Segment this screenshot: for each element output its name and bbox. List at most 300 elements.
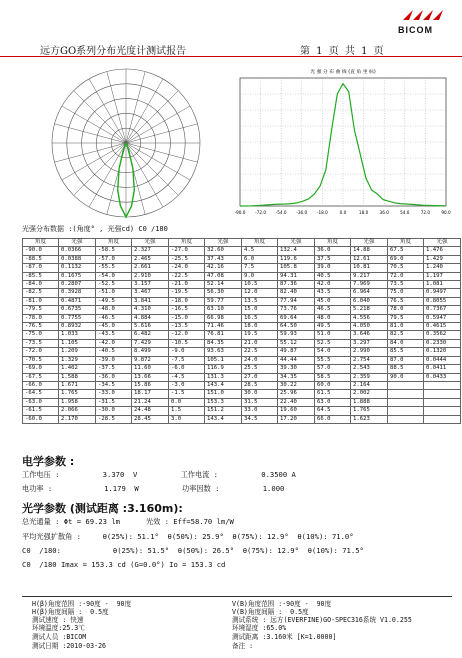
cartesian-x-tick-label: 18.0 [358,210,369,215]
table-cell: 71.46 [205,323,242,331]
table-cell: 49.87 [278,348,315,356]
table-cell: -6.0 [169,365,205,373]
table-cell: 21.0 [242,339,278,347]
table-cell: 44.44 [278,356,315,364]
table-cell: 3.0 [169,415,205,423]
table-cell: 84.35 [205,339,242,347]
table-cell: 2.002 [351,390,388,398]
table-cell: 30.0 [242,390,278,398]
table-header-cell: 角度 [96,239,132,247]
table-cell: -66.0 [23,381,59,389]
table-cell: 31.5 [242,398,278,406]
table-cell: 3.646 [351,331,388,339]
table-cell: 2.543 [351,365,388,373]
table-cell: 10.81 [351,264,388,272]
footer-left-4: 环境温度:25.3℃ [32,624,85,632]
electrical-line-1: 工作电压 : 3.370 V 工作电流 : 0.3500 A [22,470,296,479]
table-header-cell: 光强 [424,239,461,247]
table-cell: -4.5 [169,373,205,381]
table-cell: 57.0 [315,365,351,373]
table-cell: 13.5 [242,297,278,305]
polar-spoke [89,79,126,143]
table-cell: 2.359 [351,373,388,381]
table-cell: 55.12 [278,339,315,347]
table-cell: 0.2807 [59,281,96,289]
polar-spoke [126,72,145,144]
table-header-cell: 角度 [23,239,59,247]
table-cell: 45.0 [315,297,351,305]
table-cell: -88.5 [23,255,59,263]
table-cell: -60.0 [23,415,59,423]
table-cell: -46.5 [96,314,132,322]
table-cell: 9.217 [351,272,388,280]
table-cell: -12.0 [169,331,205,339]
table-cell: 2.327 [132,247,169,255]
table-cell: -21.0 [169,281,205,289]
table-cell: 105.1 [205,356,242,364]
footer-right-4: 环境湿度 :65.0% [232,624,287,632]
table-cell: 4.5 [242,247,278,255]
table-cell: -76.5 [23,323,59,331]
table-cell: 42.16 [205,264,242,272]
table-cell: 0.3562 [424,331,461,339]
table-cell: -81.0 [23,297,59,305]
table-cell: 0.0 [169,398,205,406]
table-header-cell: 光强 [132,239,169,247]
table-cell: 9.0 [242,272,278,280]
table-header-cell: 光强 [205,239,242,247]
table-cell: 94.31 [278,272,315,280]
table-header-cell: 角度 [315,239,351,247]
table-cell: -87.0 [23,264,59,272]
table-cell: -90.0 [23,247,59,255]
table-cell: -52.5 [96,281,132,289]
table-cell: -25.5 [169,255,205,263]
table-cell: 6.482 [132,331,169,339]
table-cell: -61.5 [23,407,59,415]
table-cell: -70.5 [23,356,59,364]
table-cell: 2.661 [132,264,169,272]
table-cell: 6.0 [242,255,278,263]
table-cell: 1.5 [169,407,205,415]
polar-spoke [126,106,190,143]
table-cell: 28.5 [242,381,278,389]
table-cell: 3.297 [351,339,388,347]
table-cell: 5.218 [351,306,388,314]
table-cell: 0.4871 [59,297,96,305]
table-cell: -3.0 [169,381,205,389]
table-cell: 73.76 [278,306,315,314]
table-cell: -24.0 [169,264,205,272]
footer-right-2: V(B)角度间隔 : 0.5度 [232,608,309,616]
table-cell: 81.0 [388,323,424,331]
table-cell: 63.0 [315,398,351,406]
table-cell: 39.0 [315,264,351,272]
table-cell: 32.60 [205,247,242,255]
table-cell: 2.910 [132,272,169,280]
table-cell: 143.4 [205,415,242,423]
table-cell: 0.6735 [59,306,96,314]
table-cell [424,398,461,406]
table-row [23,390,461,398]
table-cell: 0.0411 [424,365,461,373]
polar-spoke [62,106,126,143]
table-cell: 34.5 [242,415,278,423]
table-cell [424,407,461,415]
footer-right-5: 测试距离 :3.160米 [K=1.0000] [232,633,337,641]
table-cell: -27.0 [169,247,205,255]
footer-left-3: 测试速度 : 快速 [32,616,84,624]
table-cell: 0.0388 [59,255,96,263]
table-cell: -40.5 [96,348,132,356]
table-cell: 0.0433 [424,373,461,381]
table-cell: -79.5 [23,306,59,314]
table-cell: 15.0 [242,306,278,314]
table-cell: 33.0 [242,407,278,415]
table-cell: 52.5 [315,339,351,347]
table-cell [424,390,461,398]
report-header [0,40,462,57]
table-cell: 119.6 [278,255,315,263]
table-cell: 0.1675 [59,272,96,280]
table-cell: -51.0 [96,289,132,297]
table-cell: 4.050 [351,323,388,331]
table-cell: -10.5 [169,339,205,347]
table-cell: -72.0 [23,348,59,356]
table-cell: 6.040 [351,297,388,305]
table-row [23,381,461,389]
table-cell: -18.0 [169,297,205,305]
table-cell: -31.5 [96,398,132,406]
table-cell: 0.8932 [59,323,96,331]
table-cell: -36.0 [96,373,132,381]
table-cell: -43.5 [96,331,132,339]
table-cell: 87.36 [278,281,315,289]
table-cell: -64.5 [23,390,59,398]
table-cell: 6.964 [351,289,388,297]
table-row [23,331,461,339]
footer-right-1: V(B)角度范围 :-90度 - 90度 [232,600,332,608]
table-cell: -28.5 [96,415,132,423]
table-cell: 0.3928 [59,289,96,297]
table-cell: 0.7755 [59,314,96,322]
table-cell: 60.0 [315,381,351,389]
electrical-section-title: 电学参数 : [22,455,75,468]
table-cell: 49.5 [315,323,351,331]
table-row [23,398,461,406]
table-cell: 72.0 [388,272,424,280]
table-cell: 4.556 [351,314,388,322]
table-cell: 9.872 [132,356,169,364]
table-row [23,407,461,415]
table-cell: -67.5 [23,373,59,381]
table-cell: 1.197 [424,272,461,280]
cartesian-x-tick-label: 72.0 [420,210,431,215]
footer-left-6: 测试日期 :2010-03-26 [32,642,107,650]
table-cell [388,398,424,406]
polar-spoke [126,124,198,143]
table-cell: 59.93 [278,331,315,339]
cartesian-x-tick-label: 54.0 [400,210,410,215]
table-cell: 77.94 [278,297,315,305]
footer-left-5: 测试人员 :BICOM [32,633,87,641]
table-cell: -73.5 [23,339,59,347]
table-header-cell: 角度 [242,239,278,247]
table-cell: 21.24 [132,398,169,406]
table-cell: 67.5 [388,247,424,255]
polar-spoke [126,91,178,143]
table-cell: 1.329 [59,356,96,364]
table-row [23,297,461,305]
table-cell: -82.5 [23,289,59,297]
table-cell: 4.310 [132,306,169,314]
cartesian-intensity-chart [232,64,454,222]
table-row [23,281,461,289]
table-cell: 1.765 [351,407,388,415]
table-cell [388,407,424,415]
table-cell: 1.765 [59,390,96,398]
table-cell: 2.990 [351,348,388,356]
table-cell: 19.5 [242,331,278,339]
table-cell: 1.958 [59,398,96,406]
table-cell: -63.0 [23,398,59,406]
table-cell: 0.0444 [424,356,461,364]
table-cell: 82.40 [278,289,315,297]
table-cell: -55.5 [96,264,132,272]
table-cell: 2.465 [132,255,169,263]
table-row [23,314,461,322]
table-cell: 48.0 [315,314,351,322]
table-row [23,264,461,272]
table-cell: 0.1132 [59,264,96,272]
table-cell: 56.30 [205,289,242,297]
table-cell: 58.5 [315,373,351,381]
table-cell: 36.0 [315,247,351,255]
table-cell: 30.22 [278,381,315,389]
table-cell: 78.0 [388,306,424,314]
table-header-cell: 角度 [169,239,205,247]
table-row [23,415,461,423]
table-cell: 1.105 [59,339,96,347]
table-cell: 1.209 [59,348,96,356]
cartesian-x-tick-label: 90.0 [441,210,451,215]
polar-spoke [126,143,190,180]
report-title: 远方GO系列分布光度计测试报告 [40,46,187,57]
table-cell: 1.671 [59,381,96,389]
table-cell: -58.5 [96,247,132,255]
table-cell: 18.17 [132,390,169,398]
table-cell: 105.8 [278,264,315,272]
table-cell: 11.60 [132,365,169,373]
table-cell: 0.5947 [424,314,461,322]
table-row [23,339,461,347]
table-cell: 22.5 [242,348,278,356]
table-cell: -16.5 [169,306,205,314]
electrical-line-2: 电功率 : 1.179 W 功率因数 : 1.000 [22,484,285,493]
table-cell: -7.5 [169,356,205,364]
table-cell: 116.9 [205,365,242,373]
table-cell: 7.969 [351,281,388,289]
footer-right-6: 备注 : [232,642,254,650]
table-cell: -19.5 [169,289,205,297]
table-cell: 46.5 [315,306,351,314]
table-cell: 47.08 [205,272,242,280]
optical-line-3: C0 /180: θ(25%): 51.5° θ(50%): 26.5° θ(75%): 12.9° θ(10%): 71.5° [22,546,364,555]
table-cell: 4.884 [132,314,169,322]
table-cell: 12.61 [351,255,388,263]
table-cell: 7.429 [132,339,169,347]
table-cell: 63.10 [205,306,242,314]
table-cell: 0.9497 [424,289,461,297]
table-cell: 8.499 [132,348,169,356]
table-cell: -9.0 [169,348,205,356]
intensity-distribution-table [22,238,461,424]
table-cell: -85.5 [23,272,59,280]
table-cell [424,415,461,423]
table-cell: -42.0 [96,339,132,347]
polar-spoke [74,91,126,143]
table-row [23,348,461,356]
optical-line-4: C0 /180 Imax = 153.3 cd (G=0.0°) Io = 153.3 cd [22,560,226,569]
table-cell: 1.623 [351,415,388,423]
table-cell: 61.5 [315,390,351,398]
table-cell: -57.0 [96,255,132,263]
table-cell: -15.0 [169,314,205,322]
table-header-cell: 光强 [278,239,315,247]
polar-spoke [126,143,198,162]
page-indicator: 第 1 页 共 1 页 [300,46,384,57]
table-row [23,272,461,280]
distribution-caption: 光强分布数据 :(角度° , 光强cd) C0 /180 [22,225,168,233]
cartesian-x-tick-label: 36.0 [379,210,389,215]
table-cell: -48.0 [96,306,132,314]
table-cell: 3.157 [132,281,169,289]
polar-spoke [126,79,163,143]
table-cell: 42.0 [315,281,351,289]
table-cell: 25.5 [242,365,278,373]
table-cell: 51.0 [315,331,351,339]
table-cell: 87.0 [388,356,424,364]
table-cell: 1.888 [351,398,388,406]
table-cell: 24.0 [242,356,278,364]
table-cell: 84.0 [388,339,424,347]
optical-section-title: 光学参数 (测试距离 :3.160m): [22,502,183,515]
polar-spoke [55,143,127,162]
table-cell: 27.0 [242,373,278,381]
table-cell: 2.170 [59,415,96,423]
table-cell: 73.5 [388,281,424,289]
table-cell: 90.0 [388,373,424,381]
table-cell: 40.5 [315,272,351,280]
table-row [23,356,461,364]
table-cell: 55.5 [315,356,351,364]
table-cell: 24.48 [132,407,169,415]
table-cell: 82.5 [388,331,424,339]
table-cell: -13.5 [169,323,205,331]
table-cell: 76.5 [388,297,424,305]
table-cell: 85.5 [388,348,424,356]
table-cell: 64.50 [278,323,315,331]
optical-line-1: 总光通量 : Φt = 69.23 lm 光效 : Eff=58.70 lm/W [22,517,234,526]
table-cell: 153.3 [205,398,242,406]
table-cell: 88.5 [388,365,424,373]
polar-spoke [62,143,126,180]
table-cell: 0.1320 [424,348,461,356]
table-cell: 151.0 [205,390,242,398]
table-cell [424,381,461,389]
cartesian-x-tick-label: -90.0 [234,210,246,215]
table-row [23,289,461,297]
table-cell: 2.754 [351,356,388,364]
polar-spoke [126,143,163,207]
table-cell: 17.20 [278,415,315,423]
table-cell: 3.841 [132,297,169,305]
table-cell: 13.66 [132,373,169,381]
table-cell: -30.0 [96,407,132,415]
cartesian-x-tick-label: 0.0 [339,210,347,215]
footer-left-2: H(β)角度间隔 : 0.5度 [32,608,109,616]
table-cell: -78.0 [23,314,59,322]
table-cell: 151.2 [205,407,242,415]
polar-spoke [107,72,126,144]
table-cell: 1.429 [424,255,461,263]
table-cell: 54.0 [315,348,351,356]
table-cell: 1.033 [59,331,96,339]
table-cell: -69.0 [23,365,59,373]
table-cell: 12.0 [242,289,278,297]
cartesian-x-tick-label: -36.0 [296,210,308,215]
table-header-cell: 光强 [59,239,96,247]
table-header-cell: 光强 [351,239,388,247]
table-cell: 2.066 [59,407,96,415]
table-cell: 7.5 [242,264,278,272]
table-cell: 0.7367 [424,306,461,314]
table-cell [388,381,424,389]
table-cell: 64.5 [315,407,351,415]
table-cell: -33.0 [96,390,132,398]
table-cell: 19.60 [278,407,315,415]
table-cell: -22.5 [169,272,205,280]
table-cell: 1.081 [424,281,461,289]
table-cell: 2.164 [351,381,388,389]
table-cell: 1.402 [59,365,96,373]
table-cell: 66.0 [315,415,351,423]
table-row [23,323,461,331]
footer-divider [22,596,452,597]
table-cell: 39.30 [278,365,315,373]
table-cell: -37.5 [96,365,132,373]
table-cell: 69.0 [388,255,424,263]
table-cell: 18.0 [242,323,278,331]
table-cell: 76.81 [205,331,242,339]
table-cell: 59.77 [205,297,242,305]
table-cell: 34.35 [278,373,315,381]
polar-spoke [55,124,127,143]
footer-right-3: 测试系统 : 远方(EVERFINE)GO-SPEC316系统 V1.0.255 [232,616,412,624]
polar-spoke [89,143,126,207]
table-cell: 3.467 [132,289,169,297]
table-cell [388,415,424,423]
table-cell: 10.5 [242,281,278,289]
table-cell: 5.616 [132,323,169,331]
table-cell: 28.45 [132,415,169,423]
table-cell: 1.588 [59,373,96,381]
table-cell: 43.5 [315,289,351,297]
brand-name: BICOM [398,25,433,35]
table-cell: 37.5 [315,255,351,263]
table-cell: 143.4 [205,381,242,389]
table-cell: 0.4615 [424,323,461,331]
